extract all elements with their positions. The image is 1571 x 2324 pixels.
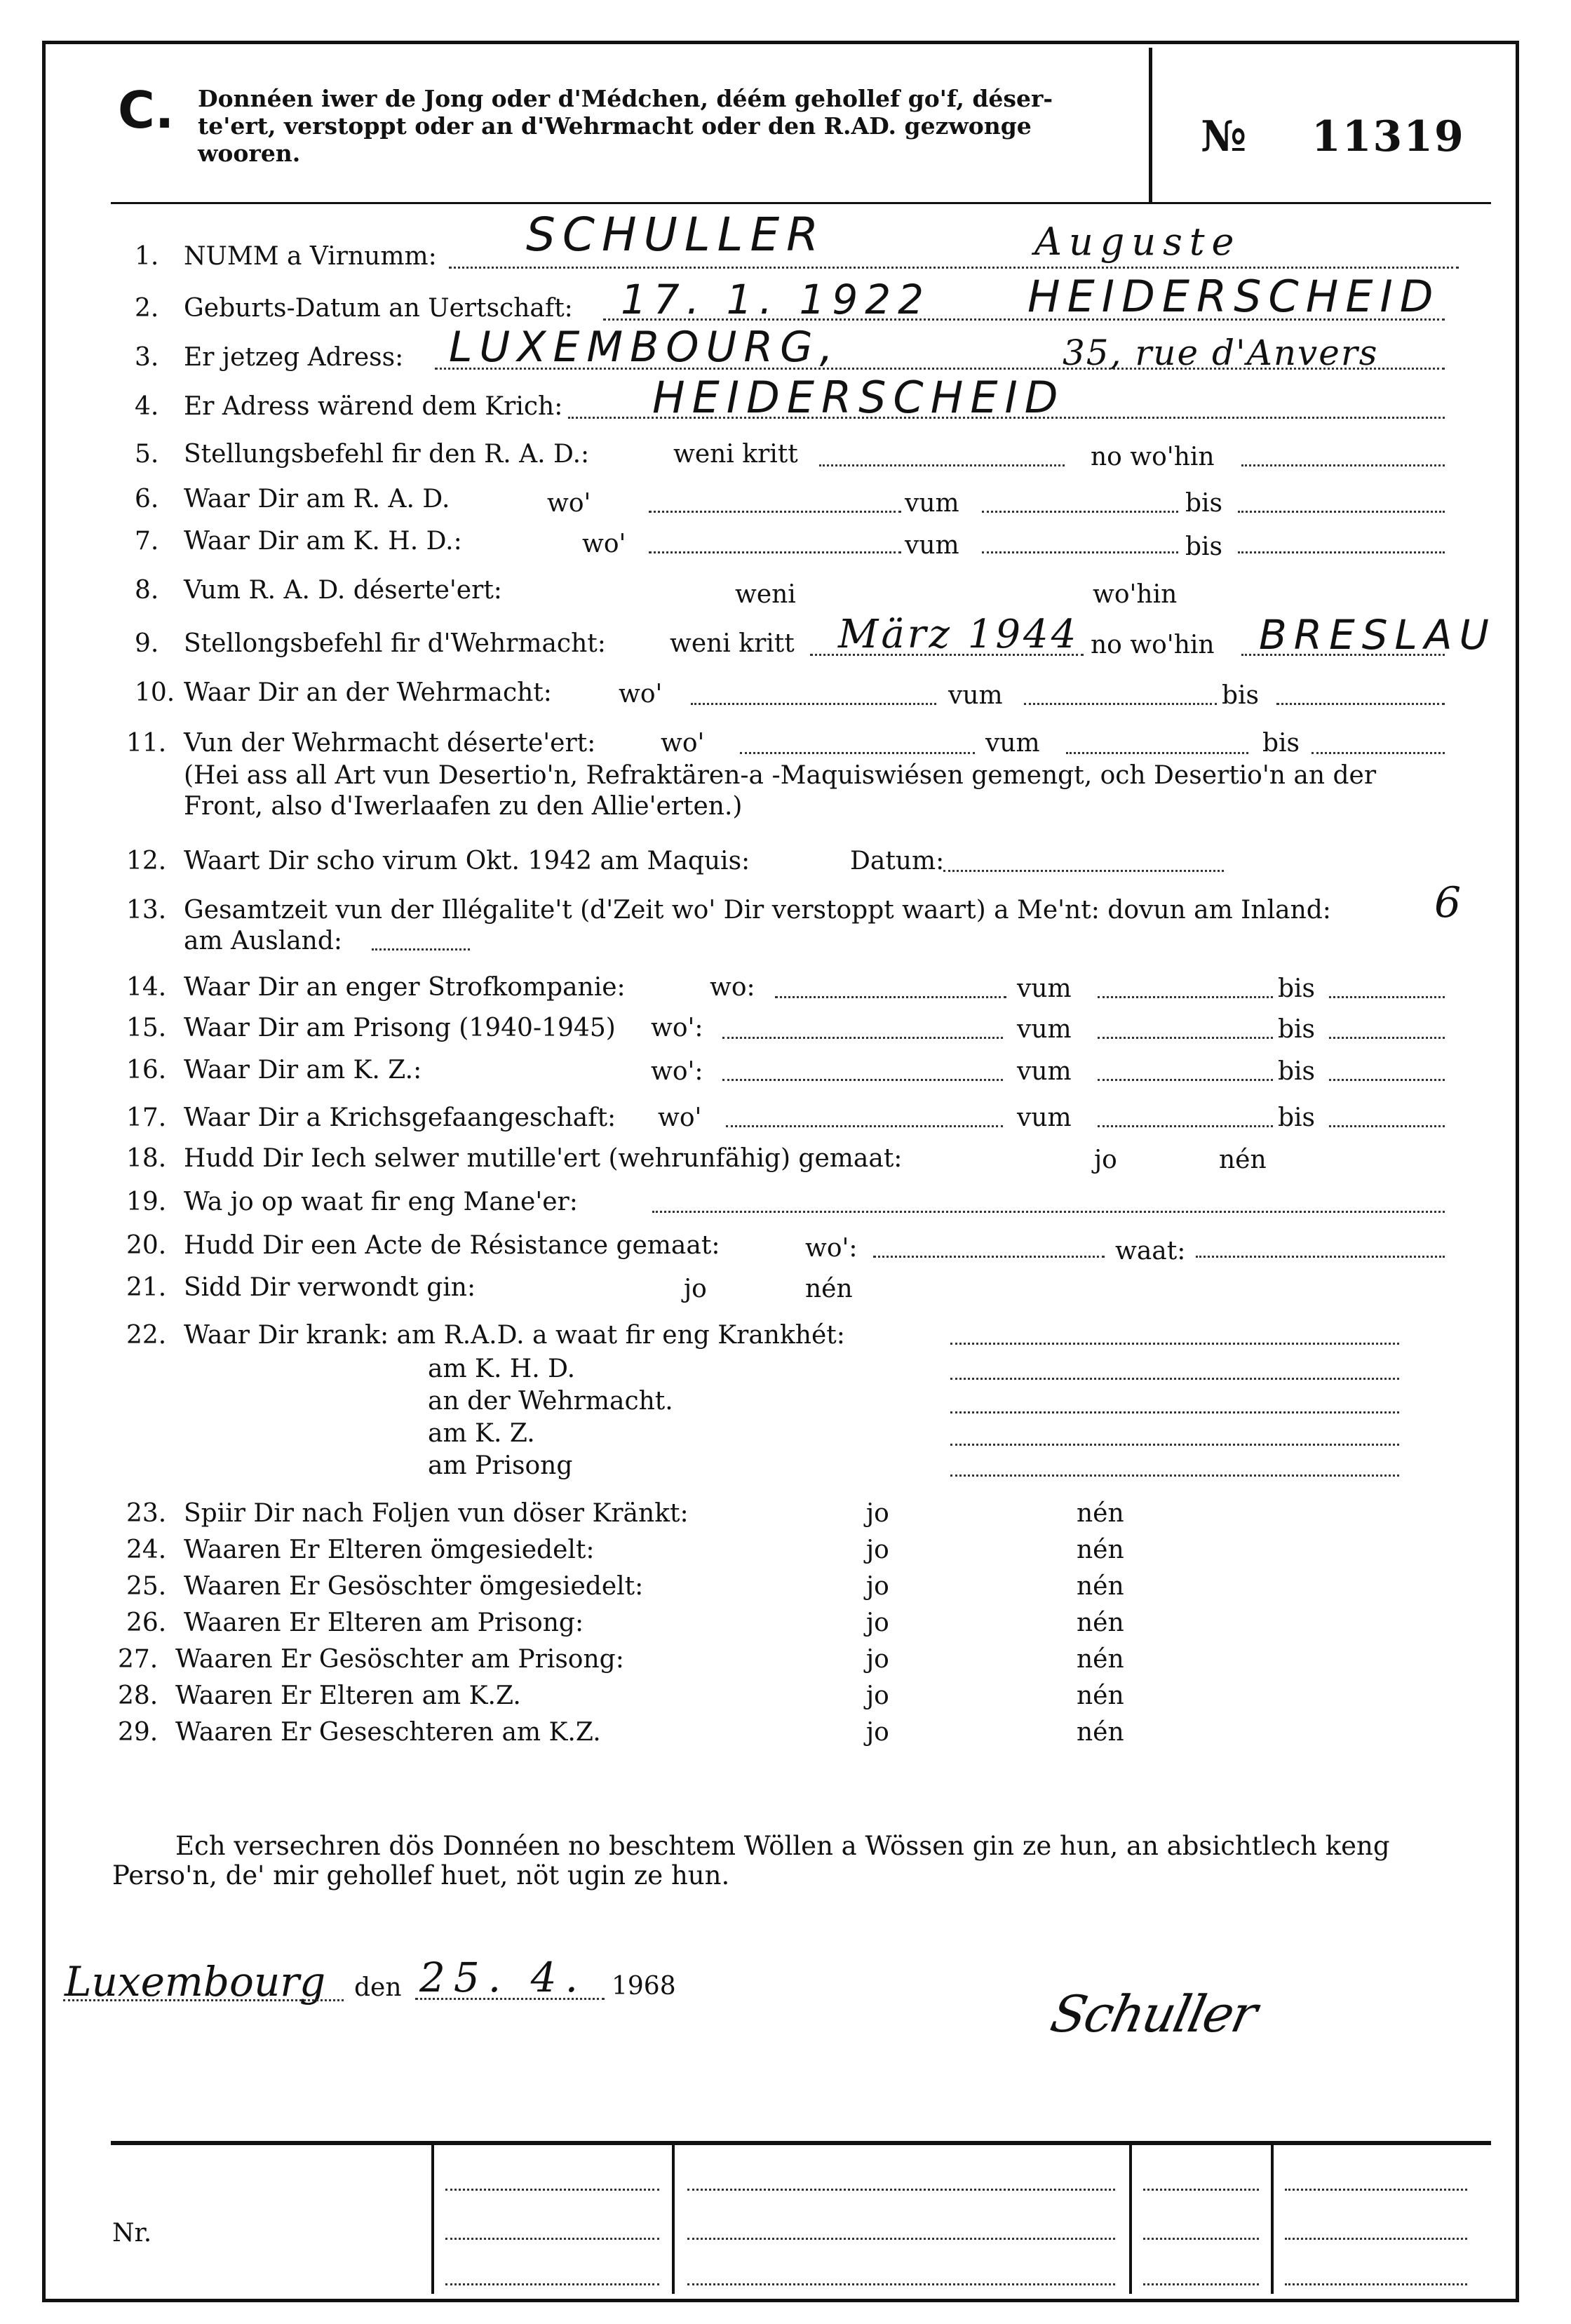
row-number: 22.	[126, 1321, 167, 1350]
field-label: bis	[1278, 974, 1316, 1003]
section-letter: C.	[118, 81, 175, 140]
field-label: weni	[735, 580, 796, 609]
row-label: Hudd Dir Iech selwer mutille'ert (wehrunfähig) gemaat:	[184, 1144, 903, 1173]
row-number: 25.	[126, 1572, 167, 1601]
field-label: vum	[905, 489, 959, 518]
footer-column-divider	[1271, 2145, 1274, 2294]
fill-line	[63, 1999, 344, 2001]
row-number: 3.	[135, 343, 159, 372]
row-label: Spiir Dir nach Foljen vun döser Kränkt:	[184, 1499, 689, 1528]
fill-line	[649, 511, 901, 513]
field-label: wo:	[710, 973, 755, 1002]
footer-fill-line	[1143, 2189, 1259, 2191]
option-yes: jo	[866, 1645, 889, 1674]
row-note: Front, also d'Iwerlaafen zu den Allie'erten.)	[184, 792, 743, 821]
fill-line	[1196, 1256, 1445, 1258]
form-number: 11319	[1312, 112, 1465, 161]
fill-line	[950, 1475, 1399, 1477]
row-label: NUMM a Virnumm:	[184, 242, 437, 271]
option-no: nén	[1077, 1572, 1124, 1601]
field-label: wo'hin	[1093, 580, 1178, 609]
field-label: no wo'hin	[1091, 443, 1215, 471]
row-number: 18.	[126, 1144, 167, 1173]
fill-line	[950, 1444, 1399, 1446]
fill-line	[740, 752, 975, 754]
row-label: Waar Dir an enger Strofkompanie:	[184, 973, 626, 1002]
row-label: Stellungsbefehl fir den R. A. D.:	[184, 440, 590, 469]
fill-line	[1024, 703, 1217, 705]
handwritten-callup-date: März 1944	[838, 612, 1079, 657]
field-label: vum	[1017, 1103, 1072, 1132]
number-symbol: №	[1201, 112, 1248, 161]
field-label: bis	[1278, 1103, 1316, 1132]
fill-line	[1241, 464, 1445, 466]
handwritten-wartime-address: HEIDERSCHEID	[652, 372, 1065, 423]
handwritten-months-inland: 6	[1434, 878, 1469, 927]
row-number: 11.	[126, 729, 167, 758]
field-label: wo'	[619, 680, 663, 708]
option-no: nén	[805, 1275, 853, 1303]
handwritten-place: Luxembourg	[65, 1958, 326, 2006]
row-number: 19.	[126, 1188, 167, 1216]
row-label: Waar Dir am K. Z.:	[184, 1056, 422, 1084]
row-label: Vun der Wehrmacht déserte'ert:	[184, 729, 596, 758]
handwritten-firstname: Auguste	[1034, 220, 1241, 264]
footer-fill-line	[1143, 2238, 1259, 2240]
field-label: bis	[1185, 532, 1223, 561]
fill-line	[722, 1037, 1003, 1039]
row-number: 8.	[135, 576, 159, 605]
fill-line	[1238, 551, 1445, 553]
field-label: wo':	[805, 1234, 858, 1263]
row-number: 17.	[126, 1103, 167, 1132]
declaration-line1: Ech versechren dös Donnéen no beschtem Wöllen a Wössen gin ze hun, an absichtlech keng	[175, 1831, 1390, 1861]
row-number: 1.	[135, 242, 159, 271]
row-number: 2.	[135, 294, 159, 323]
row-number: 27.	[118, 1645, 159, 1674]
field-label: bis	[1185, 489, 1223, 518]
fill-line	[950, 1411, 1399, 1413]
illness-sub-label: an der Wehrmacht.	[428, 1387, 673, 1416]
handwritten-surname: SCHULLER	[526, 208, 826, 262]
footer-column-divider	[431, 2145, 434, 2294]
row-number: 28.	[118, 1681, 159, 1710]
row-label: Vum R. A. D. déserte'ert:	[184, 576, 502, 605]
handwritten-birthdate: 17. 1. 1922	[621, 276, 931, 323]
row-number: 26.	[126, 1608, 167, 1637]
fill-line	[1098, 1125, 1273, 1127]
fill-line	[652, 1211, 1445, 1213]
row-label: Gesamtzeit vun der Illégalite't (d'Zeit wo' Dir verstoppt waart) a Me'nt: dovun am Inland:	[184, 896, 1331, 925]
row-label: am Ausland:	[184, 927, 343, 955]
fill-line	[372, 948, 470, 951]
row-number: 23.	[126, 1499, 167, 1528]
declaration-line2: Perso'n, de' mir gehollef huet, nöt ugin ze hun.	[112, 1860, 730, 1890]
footer-fill-line	[1285, 2283, 1467, 2285]
handwritten-callup-place: BRESLAU	[1259, 611, 1496, 659]
handwritten-birthplace: HEIDERSCHEID	[1027, 271, 1441, 322]
row-label: Sidd Dir verwondt gin:	[184, 1273, 476, 1302]
row-number: 29.	[118, 1718, 159, 1747]
field-label: vum	[948, 681, 1003, 710]
row-label: Waar Dir krank: am R.A.D. a waat fir eng Krankhét:	[184, 1321, 845, 1350]
row-number: 5.	[135, 440, 159, 469]
header-title-line1: Donnéen iwer de Jong oder d'Médchen, déém gehollef go'f, déser-	[198, 85, 1053, 112]
fill-line	[1098, 1037, 1273, 1039]
option-yes: jo	[684, 1275, 707, 1303]
row-label: Waaren Er Elteren am Prisong:	[184, 1608, 584, 1637]
fill-line	[982, 511, 1178, 513]
footer-fill-line	[1285, 2189, 1467, 2191]
option-yes: jo	[866, 1681, 889, 1710]
option-no: nén	[1077, 1645, 1124, 1674]
field-label: wo'	[661, 729, 705, 758]
field-label: no wo'hin	[1091, 631, 1215, 659]
row-label: Stellongsbefehl fir d'Wehrmacht:	[184, 629, 606, 658]
illness-sub-label: am Prisong	[428, 1451, 573, 1480]
fill-line	[1238, 511, 1445, 513]
field-label: weni kritt	[673, 440, 798, 469]
row-label: Er jetzeg Adress:	[184, 343, 404, 372]
nr-label: Nr.	[112, 2219, 152, 2248]
row-note: (Hei ass all Art vun Desertio'n, Refraktären-a -Maquiswiésen gemengt, och Desertio'n an der	[184, 761, 1377, 790]
option-yes: jo	[866, 1536, 889, 1564]
fill-line	[943, 870, 1224, 872]
field-label: bis	[1222, 681, 1260, 710]
footer-fill-line	[687, 2283, 1115, 2285]
handwritten-current-street: 35, rue d'Anvers	[1063, 333, 1379, 373]
field-label: waat:	[1115, 1237, 1186, 1265]
fill-line	[1098, 1079, 1273, 1081]
header-title-line3: wooren.	[198, 140, 301, 167]
option-no: nén	[1077, 1608, 1124, 1637]
field-label: wo'	[658, 1103, 702, 1132]
date-year: 1968	[612, 1972, 676, 2001]
row-label: Waaren Er Elteren am K.Z.	[175, 1681, 521, 1710]
fill-line	[775, 996, 1006, 998]
row-label: Waaren Er Gesöschter am Prisong:	[175, 1645, 624, 1674]
field-label: vum	[1017, 1015, 1072, 1044]
field-label: wo':	[651, 1014, 703, 1042]
fill-line	[1276, 703, 1445, 705]
handwritten-date: 25. 4.	[419, 1954, 587, 2001]
row-label: Waart Dir scho virum Okt. 1942 am Maquis:	[184, 847, 750, 875]
fill-line	[1329, 996, 1445, 998]
option-yes: jo	[866, 1499, 889, 1528]
footer-column-divider	[1129, 2145, 1132, 2294]
footer-fill-line	[445, 2189, 659, 2191]
option-no: nén	[1077, 1718, 1124, 1747]
fill-line	[1329, 1079, 1445, 1081]
field-label: vum	[905, 531, 959, 560]
row-number: 16.	[126, 1056, 167, 1084]
row-label: Hudd Dir een Acte de Résistance gemaat:	[184, 1231, 720, 1260]
option-yes: jo	[866, 1572, 889, 1601]
option-no: nén	[1219, 1146, 1267, 1174]
footer-fill-line	[687, 2189, 1115, 2191]
date-prefix: den	[354, 1973, 402, 2002]
fill-line	[722, 1079, 1003, 1081]
header-rule	[111, 202, 1491, 204]
field-label: weni kritt	[670, 629, 795, 658]
footer-top-rule	[111, 2141, 1491, 2145]
footer-fill-line	[445, 2283, 659, 2285]
row-label: Geburts-Datum an Uertschaft:	[184, 294, 573, 323]
fill-line	[1329, 1037, 1445, 1039]
handwritten-current-city: LUXEMBOURG,	[449, 323, 840, 372]
fill-line	[819, 464, 1065, 466]
fill-line	[950, 1378, 1399, 1380]
fill-line	[691, 703, 936, 705]
option-no: nén	[1077, 1681, 1124, 1710]
footer-fill-line	[1285, 2238, 1467, 2240]
field-label: Datum:	[850, 847, 945, 875]
row-number: 20.	[126, 1231, 167, 1260]
footer-fill-line	[1143, 2283, 1259, 2285]
row-label: Waar Dir am K. H. D.:	[184, 527, 462, 556]
row-label: Wa jo op waat fir eng Mane'er:	[184, 1188, 578, 1216]
field-label: bis	[1278, 1057, 1316, 1086]
fill-line	[1066, 752, 1248, 754]
row-label: Waaren Er Gesöschter ömgesiedelt:	[184, 1572, 644, 1601]
row-label: Waaren Er Elteren ömgesiedelt:	[184, 1536, 595, 1564]
illness-sub-label: am K. H. D.	[428, 1355, 576, 1383]
signature: Schuller	[1046, 1984, 1262, 2043]
fill-line	[1329, 1125, 1445, 1127]
row-number: 13.	[126, 896, 167, 925]
header-title-line2: te'ert, verstoppt oder an d'Wehrmacht oder den R.AD. gezwonge	[198, 112, 1032, 140]
fill-line	[950, 1343, 1399, 1345]
row-number: 7.	[135, 527, 159, 556]
option-no: nén	[1077, 1499, 1124, 1528]
field-label: bis	[1278, 1015, 1316, 1044]
field-label: bis	[1262, 729, 1300, 758]
option-yes: jo	[866, 1608, 889, 1637]
fill-line	[873, 1256, 1105, 1258]
row-label: Waar Dir a Krichsgefaangeschaft:	[184, 1103, 616, 1132]
row-label: Waaren Er Geseschteren am K.Z.	[175, 1718, 601, 1747]
row-number: 9.	[135, 629, 159, 658]
row-number: 15.	[126, 1014, 167, 1042]
row-label: Er Adress wärend dem Krich:	[184, 392, 563, 421]
option-yes: jo	[1094, 1146, 1117, 1174]
row-number: 14.	[126, 973, 167, 1002]
row-number: 21.	[126, 1273, 167, 1302]
row-label: Waar Dir am Prisong (1940-1945)	[184, 1014, 616, 1042]
illness-sub-label: am K. Z.	[428, 1419, 535, 1448]
fill-line	[1312, 752, 1445, 754]
field-label: vum	[985, 729, 1040, 758]
row-number: 6.	[135, 485, 159, 513]
field-label: wo'	[547, 489, 591, 518]
footer-fill-line	[687, 2238, 1115, 2240]
fill-line	[1098, 996, 1273, 998]
fill-line	[649, 551, 901, 553]
fill-line	[415, 1998, 605, 2000]
footer-column-divider	[672, 2145, 675, 2294]
fill-line	[982, 551, 1178, 553]
option-no: nén	[1077, 1536, 1124, 1564]
row-number: 4.	[135, 392, 159, 421]
option-yes: jo	[866, 1718, 889, 1747]
row-label: Waar Dir am R. A. D.	[184, 485, 450, 513]
field-label: vum	[1017, 974, 1072, 1003]
fill-line	[449, 267, 1459, 269]
header-divider	[1149, 48, 1152, 203]
field-label: wo'	[582, 530, 626, 558]
row-number: 24.	[126, 1536, 167, 1564]
row-number: 12.	[126, 847, 167, 875]
field-label: vum	[1017, 1057, 1072, 1086]
field-label: wo':	[651, 1057, 703, 1086]
fill-line	[726, 1125, 1003, 1127]
row-label: Waar Dir an der Wehrmacht:	[184, 678, 552, 707]
row-number: 10.	[135, 678, 175, 707]
footer-fill-line	[445, 2238, 659, 2240]
